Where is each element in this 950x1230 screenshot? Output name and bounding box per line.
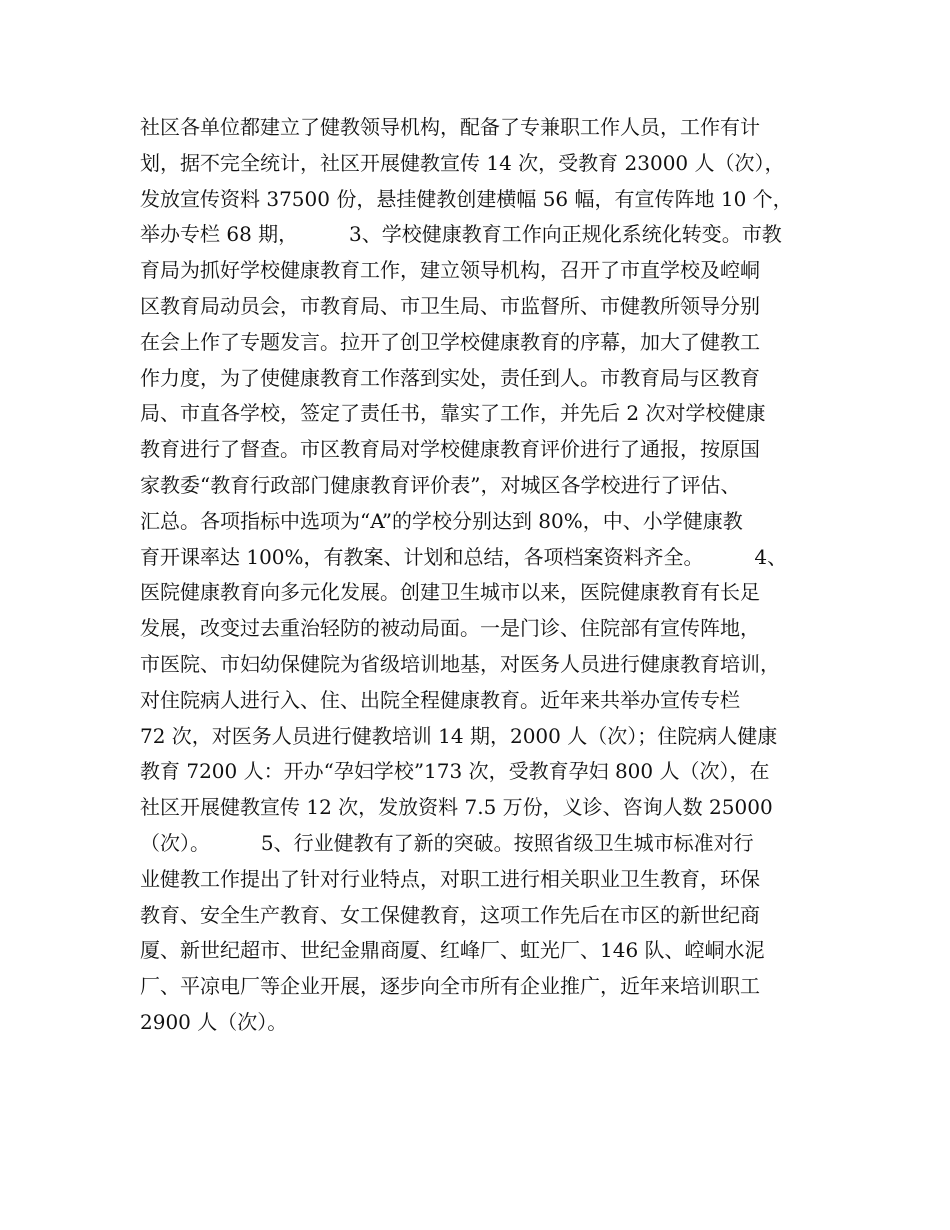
body-paragraph bbox=[140, 110, 830, 1041]
text-line: 医院健康教育向多元化发展。创建卫生城市以来，医院健康教育有长足 bbox=[140, 580, 760, 605]
text-line: 2900 人（次）。 bbox=[140, 1009, 288, 1034]
text-line: 举办专栏 68 期， 3、学校健康教育工作向正规化系统化转变。市教 bbox=[140, 222, 782, 247]
text-line: 育局为抓好学校健康教育工作，建立领导机构，召开了市直学校及崆峒 bbox=[140, 258, 760, 283]
text-line: 在会上作了专题发言。拉开了创卫学校健康教育的序幕，加大了健教工 bbox=[140, 329, 760, 354]
text-line: 汇总。各项指标中选项为“A”的学校分别达到 80%，中、小学健康教 bbox=[140, 508, 743, 533]
text-line: 教育 7200 人：开办“孕妇学校”173 次，受教育孕妇 800 人（次），在 bbox=[140, 759, 770, 784]
text-line: 72 次，对医务人员进行健教培训 14 期，2000 人（次）；住院病人健康 bbox=[140, 723, 778, 748]
text-line: 局、市直各学校，签定了责任书，靠实了工作，并先后 2 次对学校健康 bbox=[140, 401, 766, 426]
text-line: 作力度，为了使健康教育工作落到实处，责任到人。市教育局与区教育 bbox=[140, 365, 760, 390]
text-line: 厦、新世纪超市、世纪金鼎商厦、红峰厂、虹光厂、146 队、崆峒水泥 bbox=[140, 938, 765, 963]
text-line: 教育、安全生产教育、女工保健教育，这项工作先后在市区的新世纪商 bbox=[140, 902, 760, 927]
text-line: 厂、平凉电厂等企业开展，逐步向全市所有企业推广，近年来培训职工 bbox=[140, 974, 760, 999]
text-line: 业健教工作提出了针对行业特点，对职工进行相关职业卫生教育，环保 bbox=[140, 866, 760, 891]
text-line: 家教委“教育行政部门健康教育评价表”，对城区各学校进行了评估、 bbox=[140, 472, 741, 497]
text-line: （次）。 5、行业健教有了新的突破。按照省级卫生城市标准对行 bbox=[140, 830, 754, 855]
text-line: 育开课率达 100%，有教案、计划和总结，各项档案资料齐全。 4、 bbox=[140, 544, 788, 569]
text-line: 社区开展健教宣传 12 次，发放资料 7.5 万份，义诊、咨询人数 25000 bbox=[140, 795, 773, 820]
text-line: 发放宣传资料 37500 份，悬挂健教创建横幅 56 幅，有宣传阵地 10 个， bbox=[140, 186, 793, 211]
text-line: 发展，改变过去重治轻防的被动局面。一是门诊、住院部有宣传阵地， bbox=[140, 616, 760, 641]
text-line: 市医院、市妇幼保健院为省级培训地基，对医务人员进行健康教育培训， bbox=[140, 651, 780, 676]
text-line: 划，据不完全统计，社区开展健教宣传 14 次，受教育 23000 人（次）， bbox=[140, 150, 785, 175]
text-line: 社区各单位都建立了健教领导机构，配备了专兼职工作人员，工作有计 bbox=[140, 115, 760, 139]
text-line: 区教育局动员会，市教育局、市卫生局、市监督所、市健教所领导分别 bbox=[140, 293, 760, 318]
text-line: 对住院病人进行入、住、出院全程健康教育。近年来共举办宣传专栏 bbox=[140, 687, 740, 712]
text-line: 教育进行了督查。市区教育局对学校健康教育评价进行了通报，按原国 bbox=[140, 437, 760, 462]
